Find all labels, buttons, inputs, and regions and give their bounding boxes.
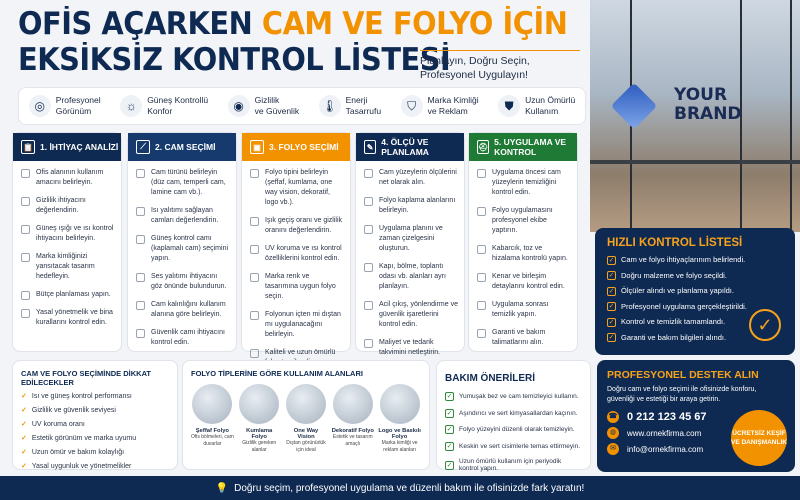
checkbox[interactable] <box>250 245 259 254</box>
subtitle-line: Planlayın, Doğru Seçin, <box>420 55 530 67</box>
checklist-item-text: Kenar ve birleşim detaylarını kontrol edin. <box>492 273 565 290</box>
feature-item <box>120 95 208 117</box>
check-icon: ✓ <box>21 421 27 428</box>
checklist-item[interactable] <box>250 216 344 236</box>
checklist-item-text: Cam türünü belirleyin (düz cam, temperli cam, lamine cam vb.). <box>151 169 226 196</box>
checklist-item-text: Marka kimliğinizi yansıtacak tasarım hedefleyin. <box>36 253 95 280</box>
checklist-item-text: Ses yalıtımı ihtiyacını göz önünde bulundurun. <box>151 273 227 290</box>
checklist-item-text: Güneş ışığı ve ısı kontrol ihtiyacını belirleyin. <box>36 225 114 242</box>
feature-line: Enerji <box>345 95 368 105</box>
quick-checklist <box>595 228 795 355</box>
checkbox[interactable] <box>364 301 373 310</box>
quick-item <box>607 271 783 281</box>
title-part: OFİS AÇARKEN <box>18 6 262 42</box>
quick-item <box>607 255 783 265</box>
folyo-type-name: Şeffaf Folyo <box>195 428 229 434</box>
column-header <box>242 133 350 161</box>
attention-item <box>21 463 169 471</box>
checklist-item[interactable] <box>364 224 458 254</box>
checklist-item[interactable] <box>21 308 115 328</box>
attention-item <box>21 421 169 429</box>
folyo-type <box>238 384 281 453</box>
quick-checklist-title: HIZLI KONTROL LİSTESİ <box>607 237 743 249</box>
checklist-item[interactable] <box>364 338 458 358</box>
checkbox-checked-icon: ✓ <box>446 461 453 469</box>
column-icon: ⛑ <box>477 140 489 154</box>
free-consult-badge[interactable]: ÜCRETSİZ KEŞİF VE DANIŞMANLIK <box>731 410 787 466</box>
care-item <box>445 442 582 451</box>
column-title: 2. CAM SEÇİMİ <box>155 142 216 152</box>
checkbox[interactable] <box>136 235 145 244</box>
checklist-item-text: Garanti ve bakım talimatlarını alın. <box>492 329 546 346</box>
lightbulb-icon: 💡 <box>215 482 229 494</box>
checkbox-checked-icon: ✓ <box>446 409 453 417</box>
checklist-item-text: Ofis alanının kullanım amacını belirleyin. <box>36 169 104 186</box>
checklist-item[interactable] <box>136 234 230 264</box>
check-icon: ✓ <box>21 407 27 414</box>
checklist-item[interactable] <box>21 196 115 216</box>
checklist-item-text: Folyo tipini belirleyin (şeffaf, kumlama, one way vision, dekoratif, logo vb.). <box>265 169 333 206</box>
attention-box <box>12 360 178 470</box>
checklist-item-text: Güneş kontrol camı (kaplamalı cam) seçimini yapın. <box>151 235 229 262</box>
care-text: Folyo yüzeyini düzenli olarak temizleyin. <box>459 426 575 433</box>
checklist-item-text: UV koruma ve ısı kontrol özelliklerini kontrol edin. <box>265 245 342 262</box>
checklist-item-text: Folyo uygulamasını profesyonel ekibe yaptırın. <box>492 207 553 234</box>
checklist-item[interactable] <box>477 328 571 348</box>
footer-text: Doğru seçim, profesyonel uygulama ve düzenli bakım ile ofisinizde fark yaratın! <box>234 482 585 494</box>
support-desc: Doğru cam ve folyo seçimi ile ofisinizde konforu, güvenliği ve estetiği bir araya getirin. <box>607 386 757 403</box>
checkbox[interactable] <box>21 253 30 262</box>
quick-item-text: Cam ve folyo ihtiyaçlarınım belirlendi. <box>621 255 746 264</box>
checklist-item[interactable] <box>250 244 344 264</box>
folyo-type <box>378 384 421 453</box>
folyo-type-image <box>333 384 373 424</box>
checkbox-checked-icon: ✓ <box>608 287 615 295</box>
column-title: 4. ÖLÇÜ VE PLANLAMA <box>381 137 429 157</box>
checklist-item[interactable] <box>250 168 344 208</box>
folyo-type-desc: Gizlilik gereken alanlar <box>242 440 277 453</box>
checkbox[interactable] <box>136 301 145 310</box>
brand-line: BRAND <box>674 104 742 124</box>
checkbox[interactable] <box>477 245 486 254</box>
check-icon: ✓ <box>21 435 27 442</box>
check-icon: ✓ <box>21 393 27 400</box>
checklist-item[interactable] <box>136 168 230 198</box>
feature-line: Uzun Ömürlü <box>525 95 576 105</box>
checkbox[interactable] <box>250 217 259 226</box>
checklist-item-text: Folyo kaplama alanlarını belirleyin. <box>379 197 456 214</box>
checklist-item-text: Folyonun içten mi dıştan mı uygulanacağını belirleyin. <box>265 311 341 338</box>
website-link[interactable]: www.ornekfirma.com <box>627 428 702 438</box>
phone-number[interactable]: 0 212 123 45 67 <box>627 411 707 423</box>
feature-label <box>147 95 208 117</box>
checkbox-checked-icon: ✓ <box>608 318 615 326</box>
checklist-item[interactable] <box>364 262 458 292</box>
checklist-item[interactable] <box>477 272 571 292</box>
attention-item <box>21 407 169 415</box>
care-item <box>445 409 582 418</box>
checklist-item[interactable] <box>250 272 344 302</box>
feature-item <box>498 95 575 117</box>
care-text: Keskin ve sert cisimlerle temas ettirmeyin. <box>459 442 581 450</box>
checkbox-checked-icon: ✓ <box>446 442 453 450</box>
feature-line: ve Reklam <box>427 106 468 116</box>
title-line-2: EKSİKSİZ KONTROL LİSTESİ <box>18 42 451 78</box>
footer-bar <box>0 476 800 500</box>
care-title: BAKIM ÖNERİLERİ <box>445 373 535 384</box>
column-title: 1. İHTİYAÇ ANALİZİ <box>40 142 119 152</box>
folyo-type-image <box>286 384 326 424</box>
feature-line: Gizlilik <box>254 95 280 105</box>
feature-item <box>29 95 101 117</box>
folyo-type-desc: Estetik ve tasarım amaçlı <box>332 434 373 447</box>
care-text: Uzun ömürlü kullanım için periyodik kontrol yapın. <box>459 458 562 472</box>
checkbox[interactable] <box>364 197 373 206</box>
checklist-item-text: Maliyet ve tedarik takvimini netleştirin. <box>379 339 441 356</box>
checklist-item-text: Uygulama sonrası temizlik yapın. <box>492 301 549 318</box>
check-icon: ✓ <box>21 463 27 470</box>
checkbox[interactable] <box>21 309 30 318</box>
brand-text <box>674 86 742 124</box>
shield-filled-icon: ⛊ <box>498 95 520 117</box>
folyo-type-name: Kumlama Folyo <box>246 428 273 440</box>
sun-icon: ☼ <box>120 95 142 117</box>
feature-label <box>255 95 299 117</box>
checklist-item[interactable] <box>250 310 344 340</box>
feature-label <box>56 95 101 117</box>
folyo-types-box <box>182 360 430 470</box>
title-highlight: CAM VE FOLYO İÇİN <box>261 6 568 42</box>
checklist-item-text: Cam kalınlığını kullanım alanına göre belirleyin. <box>151 301 226 318</box>
care-text: Yumuşak bez ve cam temizleyici kullanın. <box>459 393 579 400</box>
quick-item-text: Kontrol ve temizlik tamamlandı. <box>621 317 726 326</box>
feature-label <box>525 95 575 117</box>
checkbox[interactable] <box>364 225 373 234</box>
checkbox[interactable] <box>21 197 30 206</box>
feature-line: Marka Kimliği <box>427 95 479 105</box>
checkbox[interactable] <box>477 329 486 338</box>
checklist-item[interactable] <box>364 196 458 216</box>
checklist-item-text: Kabarcık, toz ve hizalama kontrolü yapın. <box>492 245 568 262</box>
quick-item-text: Ölçüler alındı ve planlama yapıldı. <box>621 286 734 295</box>
checkbox-checked-icon: ✓ <box>446 393 453 400</box>
checkbox[interactable] <box>364 263 373 272</box>
email-link[interactable]: info@ornekfirma.com <box>627 444 704 454</box>
feature-line: Güneş Kontrollü <box>147 95 209 105</box>
checklist-item-text: Işık geçiş oranı ve gizlilik oranını değerlendirin. <box>265 217 343 234</box>
check-circle-icon: ✓ <box>749 309 781 341</box>
attention-text: Isı ve güneş kontrol performansı <box>31 393 132 400</box>
checkbox[interactable] <box>364 339 373 348</box>
checkbox[interactable] <box>136 273 145 282</box>
feature-label <box>346 95 381 117</box>
folyo-type <box>331 384 374 453</box>
attention-text: Uzun ömür ve bakım kolaylığı <box>31 449 125 456</box>
care-box <box>436 360 591 470</box>
checklist-item[interactable] <box>21 224 115 244</box>
checkbox[interactable] <box>136 207 145 216</box>
checklist-item[interactable] <box>477 300 571 320</box>
folyo-type <box>191 384 234 453</box>
checkbox-checked-icon: ✓ <box>608 256 615 264</box>
checklist-item-text: Yasal yönetmelik ve bina kurallarını kontrol edin. <box>36 309 113 326</box>
checkbox[interactable] <box>250 169 259 178</box>
feature-line: Profesyonel <box>55 95 101 105</box>
check-icon: ✓ <box>21 449 27 456</box>
phone-icon: ☎ <box>607 411 619 423</box>
checklist-column <box>127 132 237 352</box>
checkbox[interactable] <box>136 169 145 178</box>
feature-item <box>401 95 479 117</box>
column-icon: ✎ <box>364 140 376 154</box>
column-title: 5. UYGULAMA VE KONTROL <box>494 137 567 157</box>
checklist-item[interactable] <box>136 272 230 292</box>
checkbox[interactable] <box>21 169 30 178</box>
quick-item <box>607 286 783 296</box>
attention-text: UV koruma oranı <box>31 421 85 428</box>
attention-title: CAM VE FOLYO SEÇİMİNDE DİKKAT EDİLECEKLER <box>21 369 152 387</box>
attention-item <box>21 449 169 457</box>
column-header <box>469 133 577 161</box>
feature-item <box>319 95 381 117</box>
column-header <box>356 133 464 161</box>
feature-line: Konfor <box>147 106 173 116</box>
folyo-type-desc: Ofis bölmeleri, cam duvarlar <box>191 434 234 447</box>
eye-icon: ◉ <box>228 95 250 117</box>
care-item <box>445 458 582 472</box>
column-title: 3. FOLYO SEÇİMİ <box>269 142 339 152</box>
support-box <box>597 360 795 472</box>
checklist-item[interactable] <box>21 168 115 188</box>
checkbox[interactable] <box>477 207 486 216</box>
checklist-item[interactable] <box>477 168 571 198</box>
checkbox-checked-icon: ✓ <box>608 303 615 310</box>
folyo-type-name: Dekoratif Folyo <box>331 428 374 434</box>
checklist-item[interactable] <box>21 290 115 300</box>
feature-line: Görünüm <box>55 106 92 116</box>
checklist-item[interactable] <box>477 206 571 236</box>
checklist-item-text: Kapı, bölme, toplantı odası vb. alanları ayrı planlayın. <box>379 263 446 290</box>
quick-item-text: Garanti ve bakım bilgileri alındı. <box>621 332 727 342</box>
folyo-type-name: Logo ve Baskılı Folyo <box>378 428 421 440</box>
checkbox[interactable] <box>21 225 30 234</box>
folyo-type <box>285 384 328 453</box>
checklist-item-text: Kaliteli ve uzun ömürlü <box>265 349 336 356</box>
office-photo <box>590 0 800 232</box>
column-header <box>128 133 236 161</box>
column-header <box>13 133 121 161</box>
checkbox-checked-icon: ✓ <box>446 426 453 433</box>
checklist-item[interactable] <box>364 168 458 188</box>
brand-logo-icon <box>611 83 658 130</box>
checklist-column <box>355 132 465 356</box>
title-line-1 <box>18 6 567 42</box>
checkbox[interactable] <box>21 291 30 300</box>
thermometer-icon: 🌡 <box>319 95 341 117</box>
checklist-item-text: Acil çıkış, yönlendirme ve güvenlik işaretlerini kontrol edin. <box>379 301 458 328</box>
checklist-item-text: Gizlilik ihtiyacını değerlendirin. <box>36 197 86 214</box>
quick-item-text: Doğru malzeme ve folyo seçildi. <box>621 270 727 280</box>
brand-line: YOUR <box>674 85 728 105</box>
checklist-column <box>468 132 578 352</box>
checkbox-checked-icon: ✓ <box>608 272 615 279</box>
folyo-type-image <box>380 384 420 424</box>
feature-line: Tasarrufu <box>345 106 382 116</box>
checklist-item[interactable] <box>364 300 458 330</box>
support-title: PROFESYONEL DESTEK ALIN <box>607 369 759 381</box>
checklist-item-text: Bütçe planlaması yapın. <box>36 291 111 298</box>
checklist-item[interactable] <box>136 328 230 348</box>
checklist-item[interactable] <box>477 244 571 264</box>
checklist-item-text: Uygulama planını ve zaman çizelgesini oluşturun. <box>379 225 443 252</box>
folyo-type-desc: Marka kimliği ve reklam alanları <box>381 440 418 453</box>
checkbox[interactable] <box>477 169 486 178</box>
checklist-column <box>12 132 122 352</box>
attention-item <box>21 435 169 443</box>
checkbox-checked-icon: ✓ <box>608 334 615 341</box>
checklist-item-text: Marka renk ve tasarımına uygun folyo seçin. <box>265 273 336 300</box>
types-title: FOLYO TİPLERİNE GÖRE KULLANIM ALANLARI <box>191 369 363 378</box>
feature-line: ve Güvenlik <box>254 106 300 116</box>
folyo-type-name: One Way Vision <box>293 428 319 440</box>
checklist-column <box>241 132 351 356</box>
care-text: Aşındırıcı ve sert kimyasallardan kaçının. <box>459 409 578 417</box>
folyo-type-desc: Dıştan görünürlük için ideal <box>286 440 326 453</box>
column-icon: ⟋ <box>136 140 150 154</box>
care-item <box>445 392 582 401</box>
quick-item-text: Profesyonel uygulama gerçekleştirildi. <box>621 301 747 311</box>
feature-label <box>428 95 479 117</box>
checkbox[interactable] <box>477 273 486 282</box>
attention-item <box>21 393 169 401</box>
subtitle <box>420 50 580 82</box>
feature-bar <box>18 87 586 125</box>
checklist-item[interactable] <box>136 206 230 226</box>
attention-text: Gizlilik ve güvenlik seviyesi <box>31 407 116 414</box>
checklist-item-text: Isı yalıtımı sağlayan camları değerlendirin. <box>151 207 219 224</box>
column-icon: ▣ <box>250 140 264 154</box>
checklist-item[interactable] <box>21 252 115 282</box>
target-icon: ◎ <box>29 95 51 117</box>
mail-icon: ✉ <box>607 443 619 455</box>
subtitle-line: Profesyonel Uygulayın! <box>420 69 528 81</box>
folyo-type-image <box>239 384 279 424</box>
checkbox[interactable] <box>477 301 486 310</box>
checklist-item-text: Güvenlik camı ihtiyacını kontrol edin. <box>151 329 225 346</box>
checklist-item-text: Uygulama öncesi cam yüzeylerin temizliğini kontrol edin. <box>492 169 561 196</box>
attention-text: Estetik görünüm ve marka uyumu <box>31 435 137 442</box>
attention-text: Yasal uygunluk ve yönetmelikler <box>31 463 132 470</box>
checkbox[interactable] <box>136 329 145 338</box>
column-icon: 📋 <box>21 140 35 154</box>
checkbox[interactable] <box>250 311 259 320</box>
folyo-type-image <box>192 384 232 424</box>
feature-item <box>228 95 299 117</box>
feature-line: Kullanım <box>525 106 559 116</box>
checklist-item-text: Cam yüzeylerin ölçülerini net olarak alın. <box>379 169 457 186</box>
checkbox[interactable] <box>364 169 373 178</box>
checkbox[interactable] <box>250 273 259 282</box>
care-item <box>445 425 582 434</box>
shield-check-icon: ⛉ <box>401 95 423 117</box>
checkbox[interactable] <box>250 349 259 358</box>
checklist-item[interactable] <box>136 300 230 320</box>
globe-icon: ◍ <box>607 427 619 439</box>
